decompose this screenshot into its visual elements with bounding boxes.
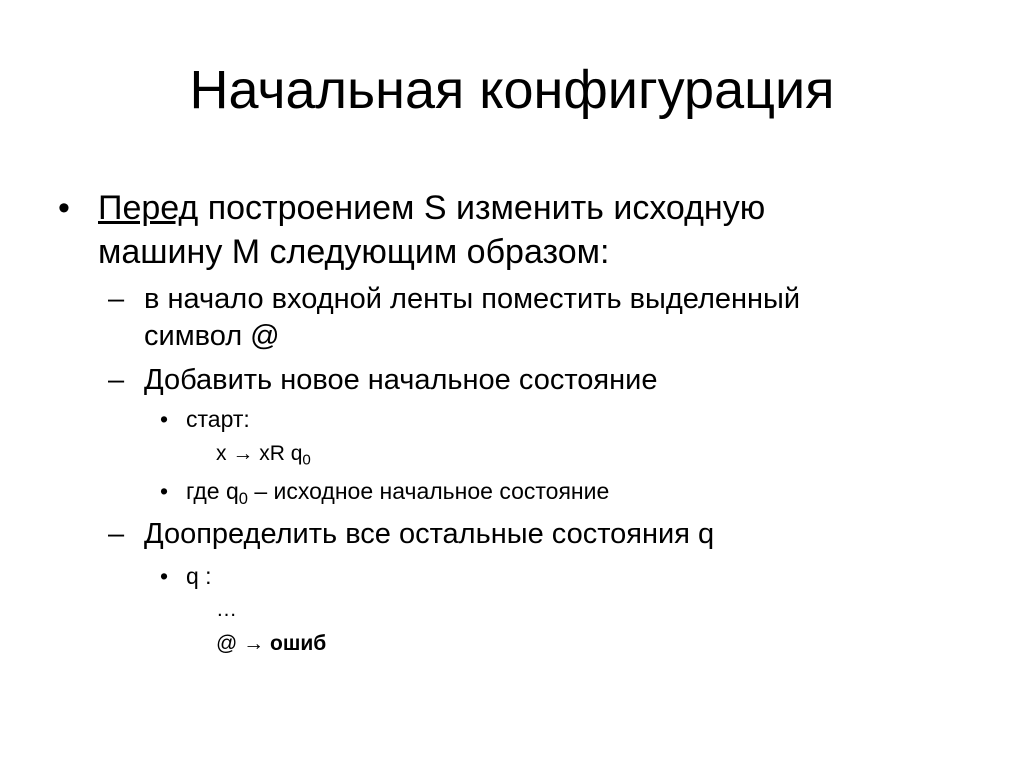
dash-marker: – (108, 283, 125, 315)
bullet-marker: • (58, 189, 70, 227)
sub-bullet-marker: • (160, 406, 169, 432)
where-suffix: – исходное начальное состояние (247, 478, 610, 504)
sub-bullet-marker: • (160, 478, 169, 504)
where-subscript: 0 (238, 488, 248, 508)
step3-state-label: q : (186, 563, 212, 589)
step3-text: Доопределить все остальные состояния q (144, 518, 715, 550)
intro-line-2: машину M следующим образом: (98, 233, 610, 271)
step1-line-2: символ @ (144, 320, 280, 352)
rule-lhs: x (216, 442, 227, 465)
step2-rule (216, 440, 311, 468)
step3-rule (216, 630, 326, 658)
step2-where (186, 476, 609, 506)
step2-state-label: старт: (186, 406, 250, 432)
rule-rhs: ошиб (270, 632, 327, 655)
right-arrow-icon: → (232, 442, 254, 465)
right-arrow-icon: → (243, 632, 265, 655)
rule-lhs: @ (216, 632, 238, 655)
step3-ellipsis: … (216, 598, 237, 621)
step2-text: Добавить новое начальное состояние (144, 364, 658, 396)
rule-rhs-subscript: 0 (302, 451, 311, 469)
dash-marker: – (108, 518, 125, 550)
dash-marker: – (108, 364, 125, 396)
intro-line-1-rest: построением S изменить исходную (198, 189, 766, 227)
slide-title: Начальная конфигурация (189, 60, 835, 120)
where-prefix: где q (186, 478, 239, 504)
intro-underlined-word: Перед (98, 189, 199, 227)
rule-rhs: xR q (259, 442, 303, 465)
intro-line-1 (98, 186, 765, 230)
step1-line-1: в начало входной ленты поместить выделенный (144, 283, 801, 315)
sub-bullet-marker: • (160, 563, 169, 589)
